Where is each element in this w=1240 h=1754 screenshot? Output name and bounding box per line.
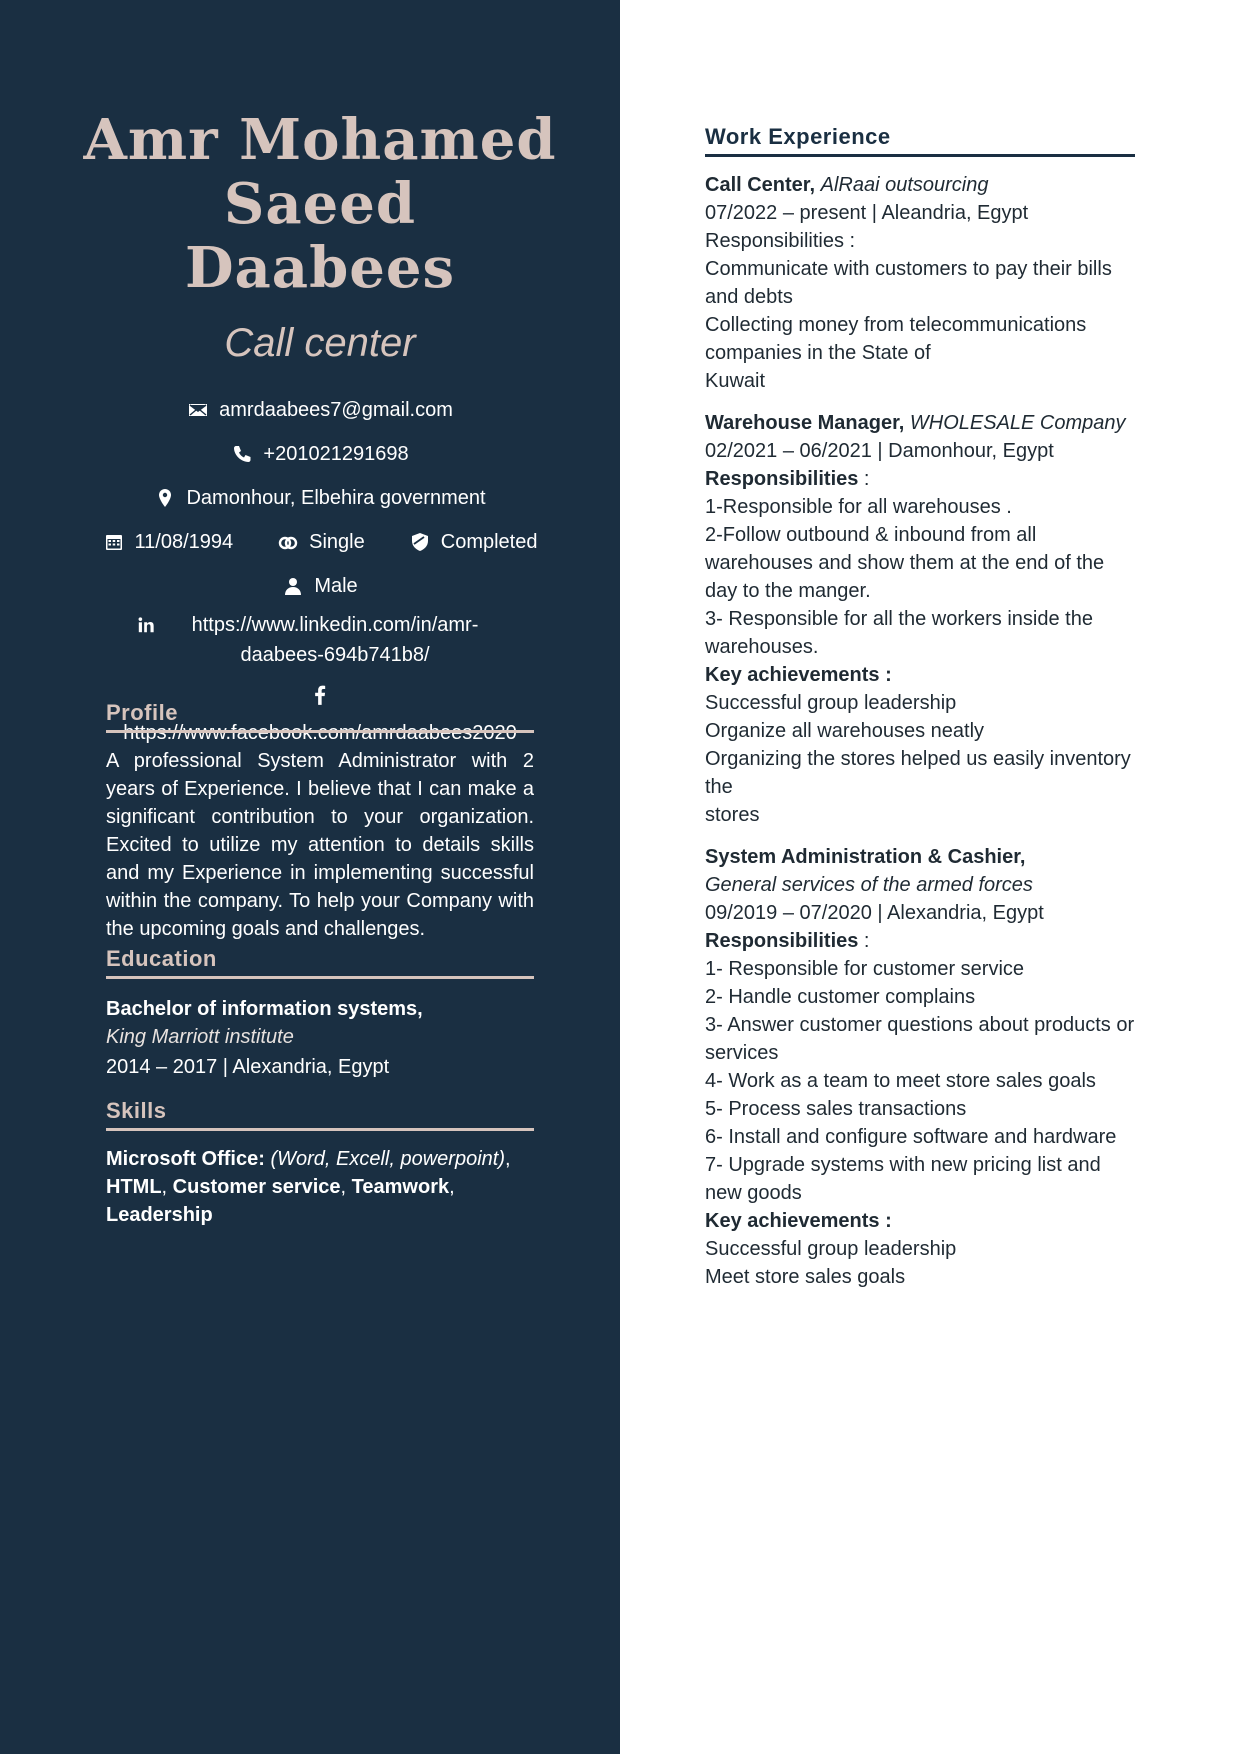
- job-company: AlRaai outsourcing: [820, 174, 989, 196]
- military-status: Completed: [440, 530, 538, 553]
- job-header: [705, 843, 1135, 871]
- key-achievements-label: Key achievements :: [705, 664, 892, 686]
- job-title-text: System Administration & Cashier,: [705, 846, 1026, 868]
- job-line: 3- Answer customer questions about products or services: [705, 1014, 1135, 1064]
- skills-section: [106, 1098, 534, 1229]
- job-title-text: Call Center,: [705, 174, 816, 196]
- job-responsibilities-label: [705, 465, 1135, 493]
- education-heading: Education: [106, 946, 534, 979]
- job-line: Communicate with customers to pay their bills and debts: [705, 258, 1112, 308]
- achievement-line: Organizing the stores helped us easily inventory the: [705, 748, 1131, 798]
- achievement-line: Successful group leadership: [705, 1238, 957, 1260]
- address-row: [60, 476, 580, 520]
- job-dates: 09/2019 – 07/2020 | Alexandria, Egypt: [705, 902, 1044, 924]
- personal-info-row: [60, 520, 580, 564]
- skill-html: HTML: [106, 1176, 162, 1198]
- shield-icon: [409, 531, 431, 553]
- responsibilities-label-text: Responsibilities: [705, 468, 859, 490]
- key-achievements-label: Key achievements :: [705, 1210, 892, 1232]
- responsibilities-colon: :: [858, 468, 870, 490]
- profile-heading: Profile: [106, 700, 534, 733]
- work-experience-heading: Work Experience: [705, 124, 1135, 157]
- phone-icon: [231, 443, 253, 465]
- job-company: WHOLESALE Company: [909, 412, 1126, 434]
- rings-icon: [277, 531, 299, 553]
- facebook-link[interactable]: https://www.facebook.com/amrdaabees2020: [123, 722, 517, 744]
- skill-office-label: Microsoft Office:: [106, 1148, 265, 1170]
- job-line: 2- Handle customer complains: [705, 986, 976, 1008]
- skill-separator: ,: [340, 1176, 347, 1198]
- gender: Male: [314, 574, 358, 597]
- name-line: Saeed: [223, 171, 417, 237]
- linkedin-link[interactable]: [165, 610, 505, 670]
- skills-list: [106, 1145, 534, 1229]
- job-responsibilities-label: [705, 927, 1135, 955]
- skill-separator: ,: [505, 1148, 511, 1170]
- name-line: Amr Mohamed: [83, 107, 557, 173]
- job-title-text: Warehouse Manager,: [705, 412, 905, 434]
- job-line: 6- Install and configure software and hardware: [705, 1126, 1117, 1148]
- profile-text: A professional System Administrator with 2 years of Experience. I believe that I can make a significant contribution to your organization. Excited to utilize my attention to details skills and my Experience in implementing successful within the company. To help your Company with the upcoming goals and challenges.: [106, 750, 534, 940]
- job-dates: 02/2021 – 06/2021 | Damonhour, Egypt: [705, 440, 1054, 462]
- email-row: [60, 388, 580, 432]
- achievement-line: stores: [705, 804, 760, 826]
- education-degree: Bachelor of information systems,: [106, 998, 423, 1020]
- phone-row: [60, 432, 580, 476]
- main-column: [620, 0, 1240, 1754]
- skill-separator: ,: [449, 1176, 455, 1198]
- responsibilities-label-text: Responsibilities: [705, 930, 859, 952]
- birth-date: 11/08/1994: [134, 530, 234, 553]
- job-line: Kuwait: [705, 370, 766, 392]
- linkedin-row: [60, 610, 580, 670]
- job-header: [705, 409, 1135, 437]
- skill-separator: ,: [161, 1176, 168, 1198]
- envelope-icon: [187, 399, 209, 421]
- job-line: Collecting money from telecommunications companies in the State of: [705, 314, 1087, 364]
- skill-office-detail: (Word, Excell, powerpoint): [270, 1148, 505, 1170]
- job-line: 1-Responsible for all warehouses .: [705, 496, 1012, 518]
- job-responsibilities-label: Responsibilities :: [705, 230, 856, 252]
- linkedin-url-line: https://www.linkedin.com/in/amr-: [191, 614, 479, 636]
- profile-section: [106, 700, 534, 943]
- person-icon: [282, 575, 304, 597]
- job-line: 5- Process sales transactions: [705, 1098, 967, 1120]
- achievement-line: Successful group leadership: [705, 692, 957, 714]
- linkedin-url-line: daabees-694b741b8/: [240, 644, 430, 666]
- responsibilities-colon: :: [858, 930, 870, 952]
- linkedin-icon: [135, 610, 157, 640]
- education-dates: 2014 – 2017 | Alexandria, Egypt: [106, 1056, 390, 1078]
- achievement-line: Organize all warehouses neatly: [705, 720, 985, 742]
- skills-heading: Skills: [106, 1098, 534, 1131]
- job-entry: [705, 843, 1135, 1291]
- email-link[interactable]: amrdaabees7@gmail.com: [219, 398, 453, 421]
- location-pin-icon: [154, 487, 176, 509]
- job-company: General services of the armed forces: [705, 874, 1033, 896]
- education-school: King Marriott institute: [106, 1026, 294, 1048]
- skill-leadership: Leadership: [106, 1204, 213, 1226]
- calendar-icon: [103, 531, 125, 553]
- job-entry: [705, 171, 1135, 395]
- job-line: 2-Follow outbound & inbound from all warehouses and show them at the end of the day to the manger.: [705, 524, 1105, 602]
- work-experience-section: [705, 124, 1135, 1291]
- skill-teamwork: Teamwork: [351, 1176, 450, 1198]
- job-line: 3- Responsible for all the workers inside the warehouses.: [705, 608, 1093, 658]
- job-line: 7- Upgrade systems with new pricing list and new goods: [705, 1154, 1101, 1204]
- job-line: 4- Work as a team to meet store sales goals: [705, 1070, 1096, 1092]
- address: Damonhour, Elbehira government: [186, 486, 486, 509]
- job-title: Call center: [224, 321, 416, 365]
- job-line: 1- Responsible for customer service: [705, 958, 1025, 980]
- skill-customer-service: Customer service: [172, 1176, 341, 1198]
- candidate-name: [60, 108, 580, 300]
- marital-status: Single: [309, 530, 365, 553]
- gender-row: [60, 564, 580, 608]
- achievement-line: Meet store sales goals: [705, 1266, 906, 1288]
- contact-block: [60, 388, 580, 748]
- phone-number: +201021291698: [263, 442, 409, 465]
- job-entry: [705, 409, 1135, 829]
- education-section: [106, 946, 534, 1083]
- job-dates: 07/2022 – present | Aleandria, Egypt: [705, 202, 1029, 224]
- job-header: [705, 171, 1135, 199]
- name-line: Daabees: [184, 235, 456, 301]
